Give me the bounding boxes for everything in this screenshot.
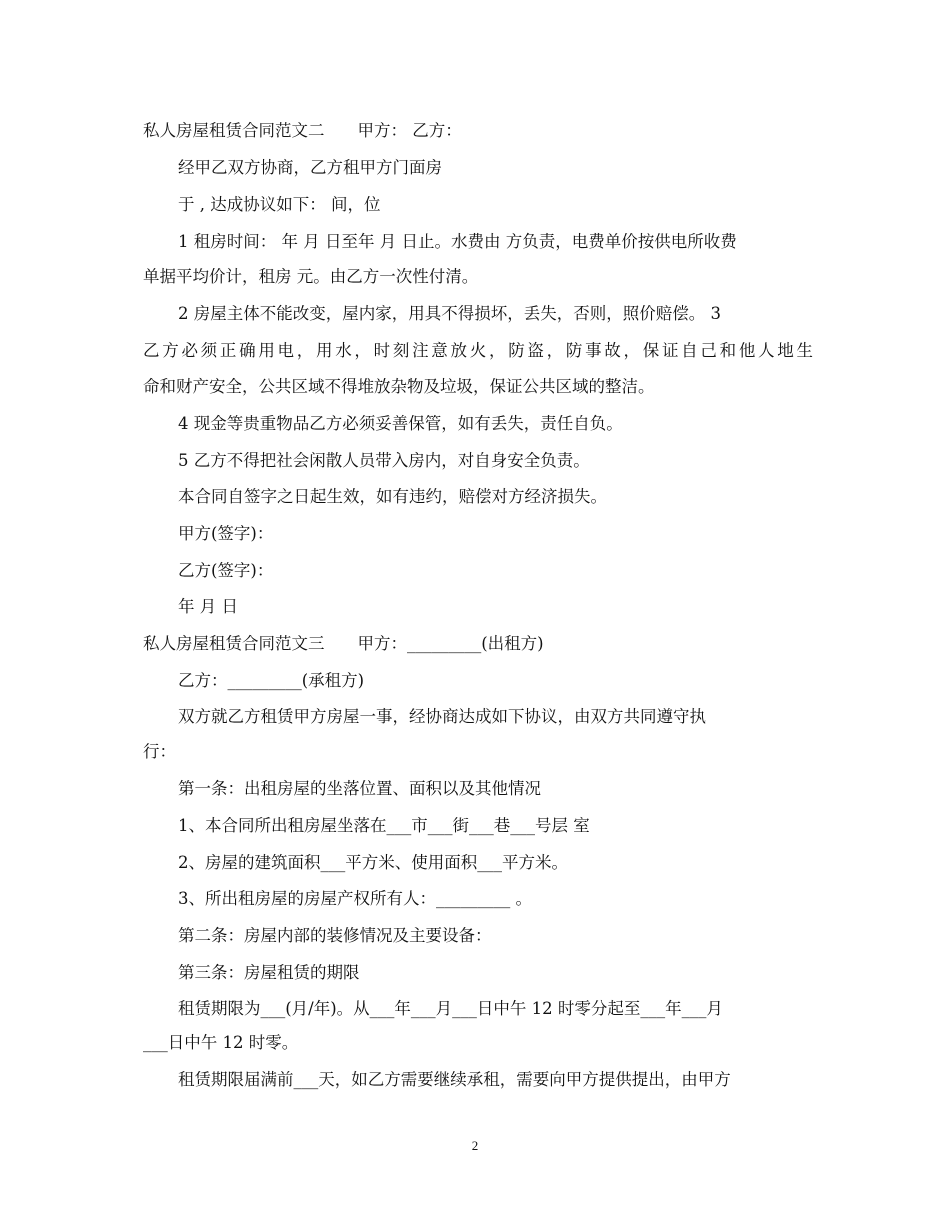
party-b-line: 乙方：_________(承租方) — [178, 671, 365, 690]
clause-1-line: 单据平均价计，租房 元。由乙方一次性付清。 — [143, 267, 479, 286]
effective-clause: 本合同自签字之日起生效，如有违约，赔偿对方经济损失。 — [178, 487, 607, 506]
clause-3-line: 命和财产安全，公共区域不得堆放杂物及垃圾，保证公共区域的整洁。 — [143, 377, 655, 396]
preamble-line: 双方就乙方租赁甲方房屋一事，经协商达成如下协议，由双方共同遵守执 — [178, 707, 706, 726]
article-3-title: 第三条：房屋租赁的期限 — [178, 963, 360, 982]
heading-contract-two: 私人房屋租赁合同范文二 甲方： 乙方： — [143, 121, 462, 140]
paragraph-line: 于 , 达成协议如下： 间，位 — [178, 195, 381, 214]
clause-3-line: 乙方必须正确用电，用水，时刻注意放火，防盗，防事故，保证自己和他人地生 — [143, 341, 813, 360]
page-number: 2 — [471, 1138, 479, 1153]
party-a-signature: 甲方(签字)： — [178, 524, 274, 543]
clause-4-line: 4 现金等贵重物品乙方必须妥善保管，如有丢失，责任自负。 — [178, 414, 623, 433]
clause-2-line: 2 房屋主体不能改变，屋内家，用具不得损坏，丢失，否则，照价赔偿。 3 — [178, 304, 721, 323]
preamble-line: 行： — [143, 742, 176, 761]
lease-term-line: ___日中午 12 时零。 — [143, 1033, 299, 1052]
signature-date: 年 月 日 — [178, 597, 238, 616]
paragraph-line: 经甲乙双方协商，乙方租甲方门面房 — [178, 158, 442, 177]
article-1-title: 第一条：出租房屋的坐落位置、面积以及其他情况 — [178, 779, 541, 798]
article-1-item-1: 1、本合同所出租房屋坐落在___市___街___巷___号层 室 — [178, 816, 590, 835]
lease-term-line: 租赁期限为___(月/年)。从___年___月___日中午 12 时零分起至___年___月 — [178, 999, 723, 1018]
article-2-title: 第二条：房屋内部的装修情况及主要设备： — [178, 926, 492, 945]
clause-5-line: 5 乙方不得把社会闲散人员带入房内，对自身安全负责。 — [178, 451, 590, 470]
party-b-signature: 乙方(签字)： — [178, 561, 274, 580]
heading-contract-three: 私人房屋租赁合同范文三 甲方：_________(出租方) — [143, 634, 544, 653]
renewal-line: 租赁期限届满前___天，如乙方需要继续承租，需要向甲方提供提出，由甲方 — [178, 1070, 731, 1089]
clause-1-line: 1 租房时间： 年 月 日至年 月 日止。水费由 方负责，电费单价按供电所收费 — [178, 232, 737, 251]
article-1-item-2: 2、房屋的建筑面积___平方米、使用面积___平方米。 — [178, 853, 568, 872]
article-1-item-3: 3、所出租房屋的房屋产权所有人：_________ 。 — [178, 889, 532, 908]
